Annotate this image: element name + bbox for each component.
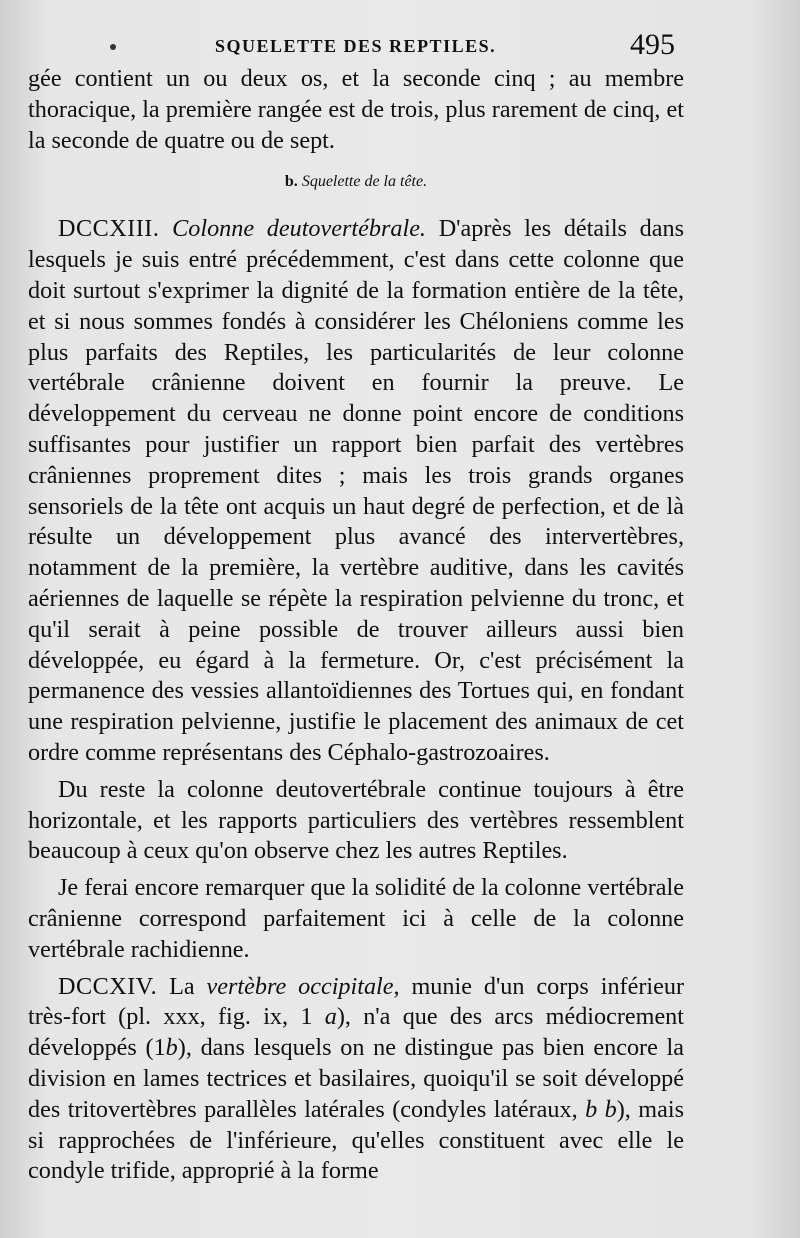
figure-ref: b (165, 1034, 178, 1062)
paragraph-lead: La (157, 972, 207, 1000)
paragraph-du-reste: Du reste la colonne deutovertébrale continue toujours à être horizontale, et les rapports particuliers des vertèbres ressemblent beaucoup à ceux qu'on observe chez les autres Reptiles. (28, 775, 684, 865)
section-number: DCCXIII. (58, 215, 160, 243)
section-title: vertèbre occipitale (206, 972, 394, 1000)
paragraph-dccxiii (28, 214, 684, 768)
page-number: 495 (630, 28, 675, 61)
page-body (28, 64, 684, 1187)
continued-paragraph: gée contient un ou deux os, et la seconde cinq ; au membre thoracique, la première rangée est de trois, plus rarement de cinq, et la seconde de quatre ou de sept. (28, 65, 684, 154)
figure-ref: a (324, 1003, 337, 1031)
section-subheading (28, 172, 684, 192)
subheading-text: Squelette de la tête. (301, 173, 428, 191)
paragraph-text: , munie d'un corps inférieur très-fort (pl. xxx, fig. ix, 1 (28, 972, 684, 1031)
paragraph-dccxiv (28, 972, 684, 1188)
section-number: DCCXIV. (58, 972, 158, 1000)
section-title: Colonne deutovertébrale. (172, 215, 426, 243)
running-title: SQUELETTE DES REPTILES. (215, 36, 497, 56)
paragraph-text: D'après les détails dans lesquels je suis entré précédemment, c'est dans cette colonne que doit surtout s'exprimer la dignité de la formation entière de la tête, et si nous sommes fondés à considérer les Chéloniens comme les plus parfaits des Reptiles, les particularités de leur colonne vertébrale crânienne doivent en fournir la preuve. Le développement du cerveau ne donne point encore de conditions suffisantes pour justifier un rapport bien parfait des vertèbres crâniennes proprement dites ; mais les trois grands organes sensoriels de la tête ont acquis un haut degré de perfection, et de là résulte un développement plus avancé des intervertèbres, notamment de la première, la vertèbre auditive, dans les cavités aériennes de laquelle se répète la respiration pelvienne du tronc, et qu'il serait à peine possible de trouver ailleurs aussi bien développée, eu égard à la fermeture. Or, c'est précisément la permanence des vessies allantoïdiennes des Tortues qui, en fondant une respiration pelvienne, justifie le placement des animaux de cet ordre comme représentans des Céphalo-gastrozoaires. (28, 215, 684, 766)
subheading-letter: b. (284, 173, 298, 191)
paragraph-text: ), dans lesquels on ne distingue pas bien encore la division en lames tectrices et basilaires, quoiqu'il se soit développé des tritovertèbres parallèles latérales (condyles latéraux, (28, 1034, 684, 1123)
ink-dot (110, 44, 116, 50)
paragraph-text: ), mais si rapprochées de l'inférieure, qu'elles constituent avec elle le condyle trifide, approprié à la forme (28, 1095, 684, 1185)
running-head (0, 28, 800, 68)
paragraph-text: ), n'a que des arcs médiocrement développés (1 (28, 1003, 684, 1062)
figure-ref: b b (585, 1095, 617, 1123)
paragraph-je-ferai: Je ferai encore remarquer que la solidité de la colonne vertébrale crânienne correspond parfaitement ici à celle de la colonne vertébrale rachidienne. (28, 874, 684, 963)
